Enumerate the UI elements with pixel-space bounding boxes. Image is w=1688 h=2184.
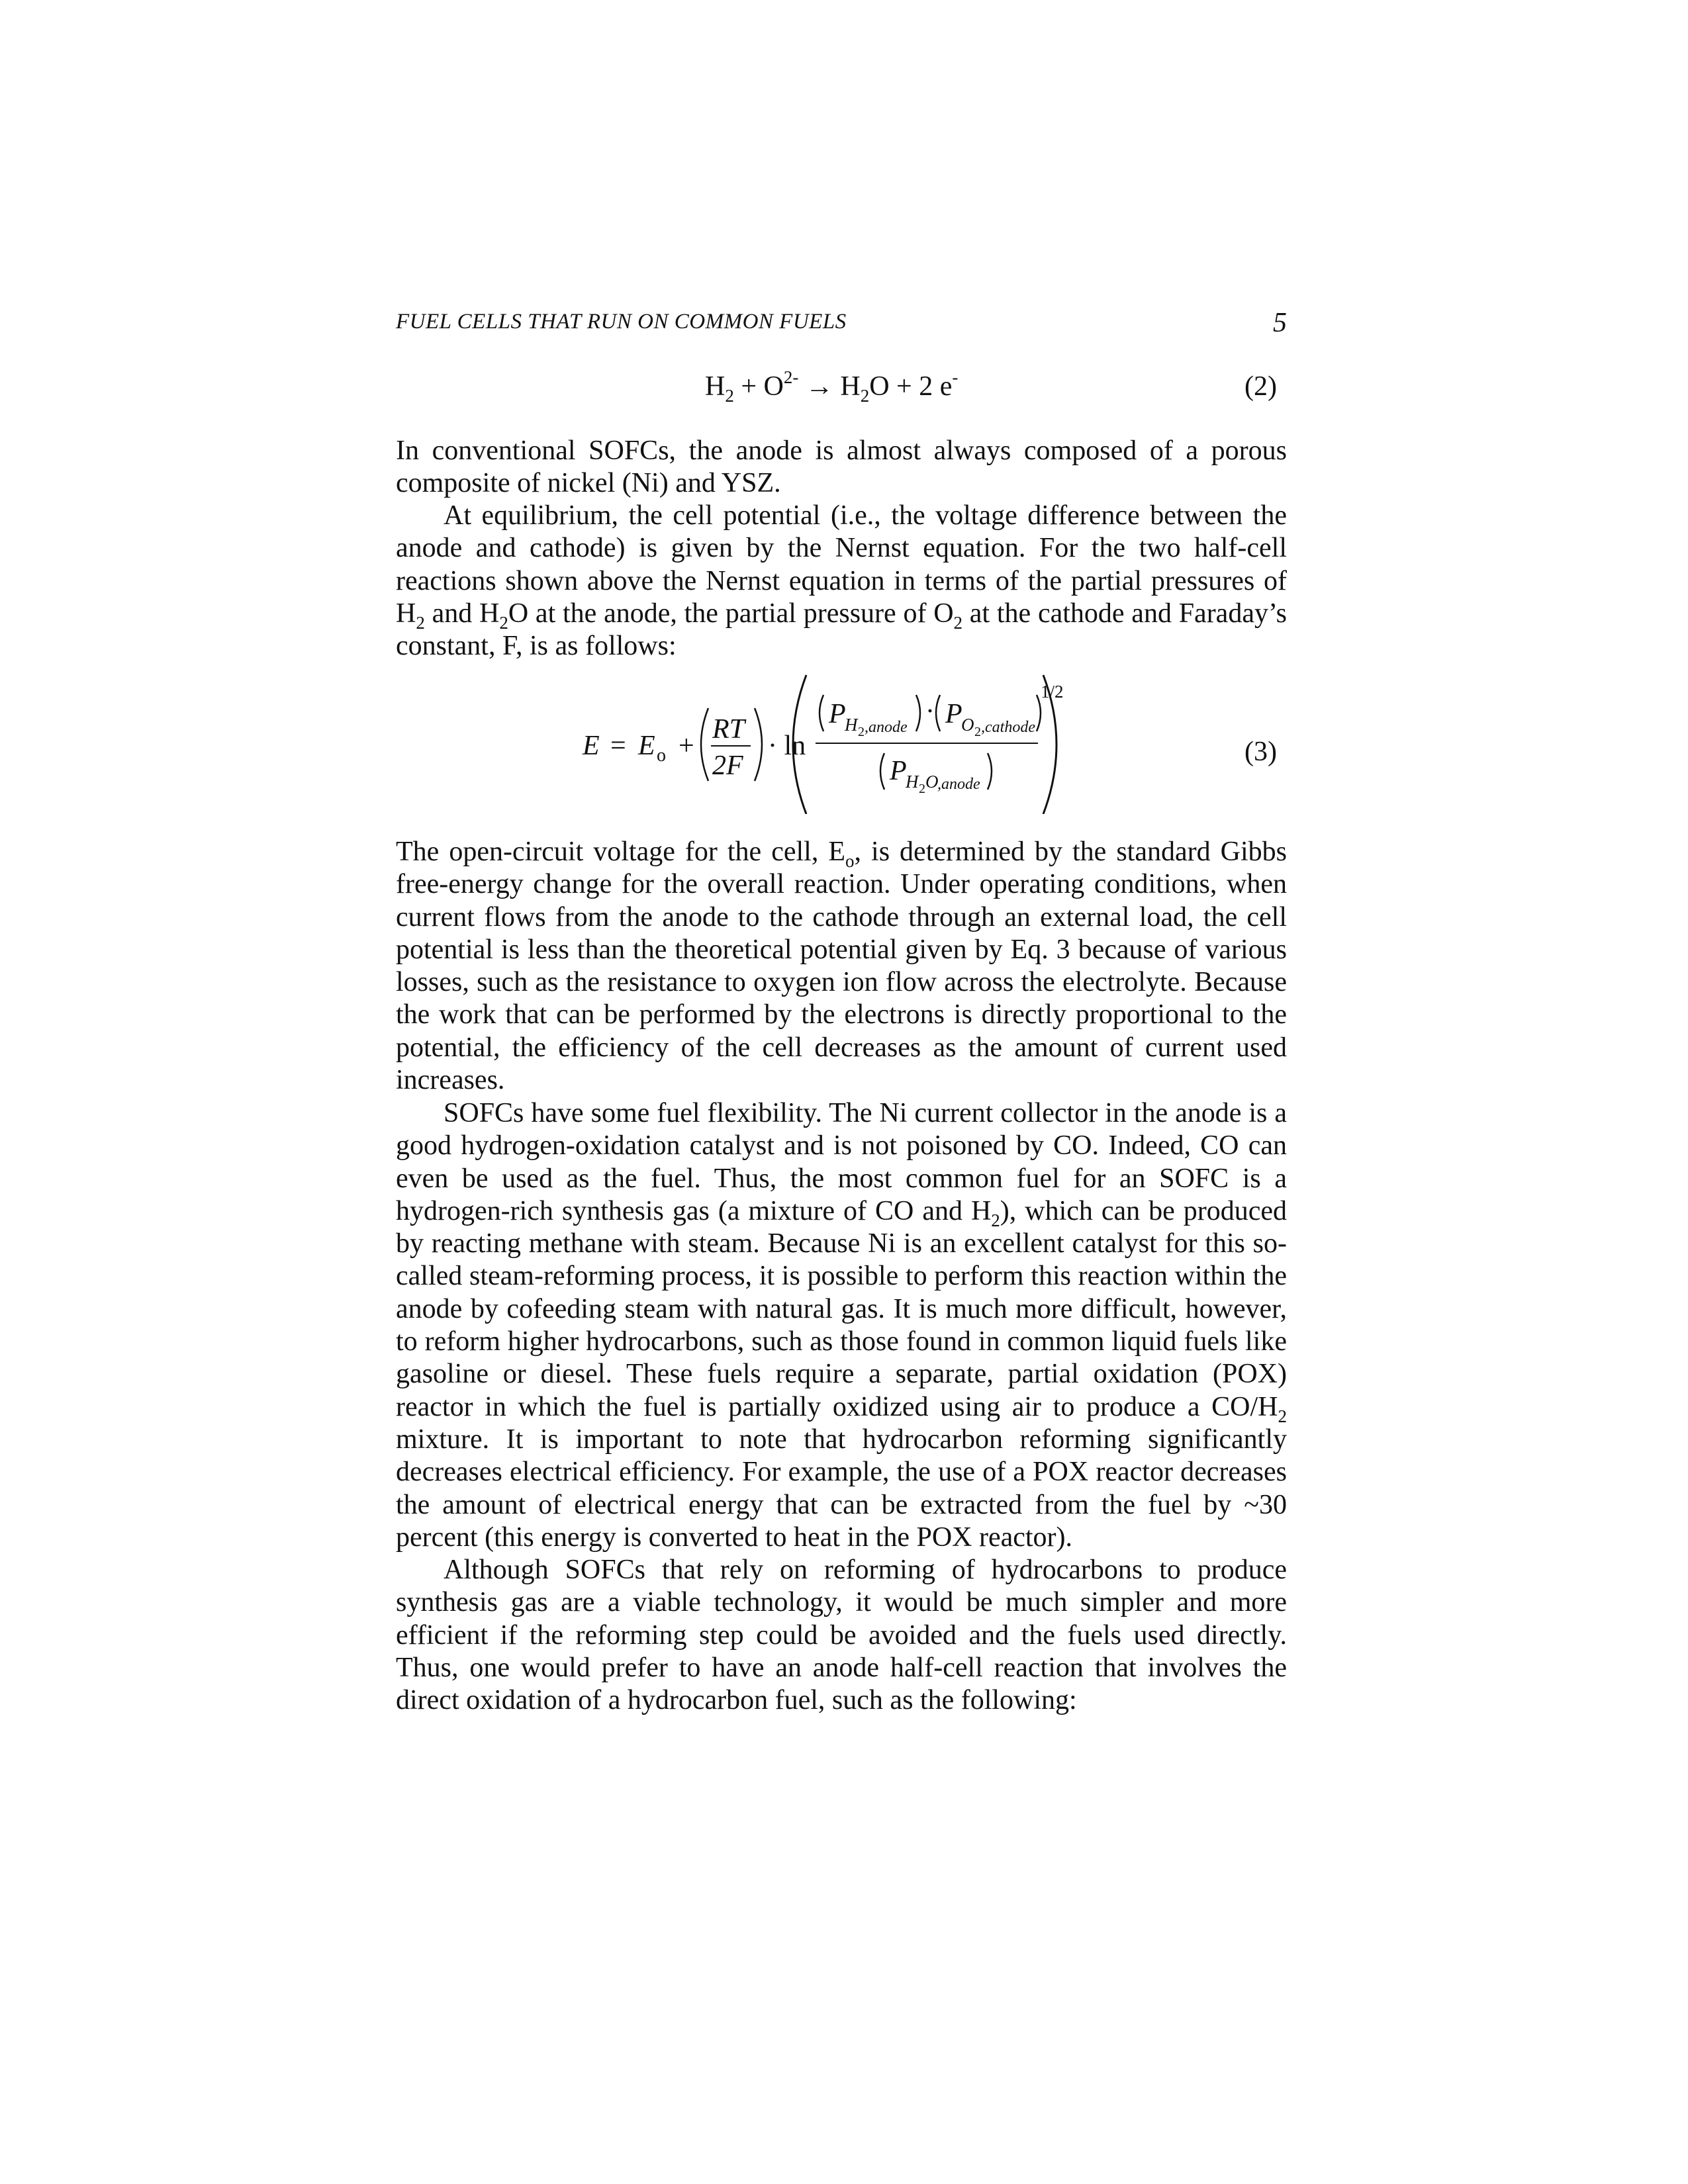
eq3-p-h2: P: [829, 699, 846, 729]
eq3-p-o2: P: [945, 699, 962, 729]
eq3-o-2-sub: 2: [974, 725, 981, 739]
page-number: 5: [1273, 308, 1287, 338]
paragraph-1-text: In conventional SOFCs, the anode is almost always composed of a porous composite of nickel (Ni) and YSZ.: [396, 435, 1287, 499]
eq3-lhs-e: E: [583, 731, 600, 761]
p2-part-c: O at the anode, the partial pressure of O: [508, 598, 954, 629]
eq3-2f: 2F: [712, 751, 743, 781]
eq3-anode-sub-1: ,anode: [865, 719, 908, 736]
paragraph-2: [396, 500, 1287, 662]
p3-part-b: , is determined by the standard Gibbs free-energy change for the overall reaction. Under operating conditions, when current flows from the anode to the cathode through an external load, the cell potential is less than the theoretical potential given by Eq. 3 because of various losses, such as the resistance to oxygen ion flow across the electrolyte. Because the work that can be performed by the electrons is directly proportional to the potential, the efficiency of the cell decreases as the amount of current used increases.: [396, 837, 1287, 1096]
equation-3-number: (3): [1244, 737, 1277, 767]
paragraph-1: [396, 435, 1287, 500]
eq2-arrow-h: → H: [798, 371, 861, 402]
paragraph-3-text: [396, 836, 1287, 1097]
equation-2-number: (2): [1244, 371, 1277, 402]
p4-sub-a: 2: [991, 1210, 1000, 1230]
p4-part-a: SOFCs have some fuel flexibility. The Ni current collector in the anode is a good hydrogen-oxidation catalyst and is not poisoned by CO. Indeed, CO can even be used as the fuel. Thus, the most common fuel for an SOFC is a hydrogen-rich synthesis gas (a mixture of CO and H: [396, 1098, 1287, 1226]
eq2-h2o-subscript: 2: [860, 386, 870, 406]
p2-sub-b: 2: [499, 612, 508, 633]
eq3-cathode-sub: ,cathode: [981, 719, 1035, 736]
eq3-h-sub: H: [845, 715, 858, 735]
p3-part-a: The open-circuit voltage for the cell, E: [396, 837, 845, 867]
p2-part-a: At equilibrium, the cell potential (i.e., the voltage difference between the anode and cathode) is given by the Nernst equation. For the two half-cell reactions shown above the Nernst equation in terms of the partial pressures of H: [396, 500, 1287, 629]
eq3-plus: +: [679, 731, 694, 761]
p2-sub-c: 2: [953, 612, 963, 633]
equation-2: [705, 367, 959, 406]
eq3-paren-den-r: [988, 753, 992, 790]
eq2-o-plus-e: O + 2 e: [869, 371, 953, 402]
paragraph-5: [396, 1554, 1287, 1717]
eq2-h: H: [705, 371, 726, 402]
eq3-equals: =: [610, 731, 626, 761]
eq2-o-charge: 2-: [783, 367, 799, 387]
running-header-title: FUEL CELLS THAT RUN ON COMMON FUELS: [396, 310, 847, 334]
paragraph-4-text: [396, 1097, 1287, 1554]
p2-sub-a: 2: [416, 612, 425, 633]
p4-part-b: ), which can be produced by reacting methane with steam. Because Ni is an excellent catalyst for this so-called steam-reforming process, it is possible to perform this reaction within the anode by cofeeding steam with natural gas. It is much more difficult, however, to reform higher hydrocarbons, such as those found in common liquid fuels like gasoline or diesel. These fuels require a separate, partial oxidation (POX) reactor in which the fuel is partially oxidized using air to produce a CO/H: [396, 1195, 1287, 1422]
eq3-dot: ·: [925, 696, 935, 727]
paragraph-2-text: [396, 500, 1287, 662]
eq3-paren-left-1: [701, 708, 708, 781]
nernst-equation: [569, 668, 1112, 814]
eq3-o-sub: O: [961, 715, 974, 735]
eq3-anode-sub-2: ,anode: [937, 776, 980, 793]
eq3-p-h2o: P: [890, 756, 907, 786]
p3-sub-a: o: [845, 851, 855, 871]
eq2-h2-subscript: 2: [725, 386, 734, 406]
eq3-h2o-o: O: [925, 772, 939, 792]
eq2-plus-o: + O: [733, 371, 784, 402]
eq3-paren-num-2l: [936, 695, 940, 731]
eq3-paren-num-1r: [916, 695, 920, 731]
eq3-h2o-2: 2: [919, 782, 925, 796]
p4-sub-b: 2: [1278, 1406, 1287, 1426]
eq3-e0-subscript: o: [657, 745, 666, 766]
paragraph-4: [396, 1097, 1287, 1554]
eq3-paren-right-1: [755, 708, 762, 781]
eq3-h2o-h: H: [906, 772, 919, 792]
eq3-e0: E: [638, 731, 655, 761]
p4-part-c: mixture. It is important to note that hydrocarbon reforming significantly decreases electrical efficiency. For example, the use of a POX reactor decreases the amount of electrical energy that can be extracted from the fuel by ~30 percent (this energy is converted to heat in the POX reactor).: [396, 1424, 1287, 1553]
eq3-h-2-sub: 2: [858, 725, 865, 739]
p2-part-b: and H: [424, 598, 500, 629]
eq3-paren-num-1l: [820, 695, 823, 731]
eq3-exponent: 1/2: [1041, 682, 1064, 702]
eq3-paren-den-l: [880, 753, 884, 790]
paragraph-5-text: Although SOFCs that rely on reforming of hydrocarbons to produce synthesis gas are a viable technology, it would be much simpler and more efficient if the reforming step could be avoided and the fuels used directly. Thus, one would prefer to have an anode half-cell reaction that involves the direct oxidation of a hydrocarbon fuel, such as the following:: [396, 1555, 1287, 1716]
eq3-rt: RT: [712, 714, 745, 745]
p2-part-d: at the cathode and Faraday’s constant, F, is as follows:: [396, 598, 1287, 662]
eq3-dot-ln: · ln: [768, 731, 806, 761]
paragraph-3: [396, 836, 1287, 1097]
eq2-e-charge: -: [952, 367, 959, 387]
